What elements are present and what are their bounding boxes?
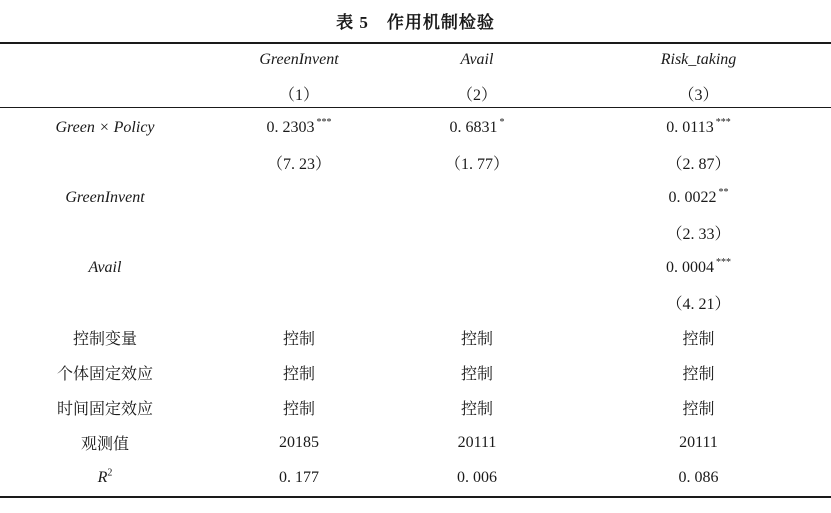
- value-cell: 20111: [679, 433, 718, 451]
- row-firm-fe: [0, 355, 831, 390]
- significance-stars: ***: [715, 117, 731, 129]
- row-observations: [0, 425, 831, 460]
- row-r-squared: [0, 460, 831, 495]
- row-avail-coef: [0, 250, 831, 285]
- significance-stars: ***: [716, 257, 731, 269]
- significance-stars: **: [718, 187, 729, 199]
- table-title: 表 5 作用机制检验: [336, 13, 495, 32]
- header-row-names: [0, 44, 831, 76]
- t-stat-cell: （2. 87）: [666, 156, 731, 173]
- t-stat-cell: （7. 23）: [266, 156, 331, 173]
- value-cell: 20185: [279, 433, 319, 451]
- row-label: 控制变量: [72, 329, 137, 348]
- value-cell: 控制: [460, 399, 493, 418]
- header-row-numbers: [0, 76, 831, 110]
- row-green-policy-coef: [0, 110, 831, 145]
- row-label: 个体固定效应: [56, 364, 153, 383]
- regression-table: [0, 44, 831, 495]
- value-cell: 控制: [282, 399, 315, 418]
- header-col-2: Avail: [460, 50, 494, 68]
- row-label: 时间固定效应: [56, 399, 153, 418]
- header-num-3: （3）: [678, 86, 719, 104]
- row-greeninvent-t: [0, 215, 831, 250]
- header-empty-cell: [0, 44, 210, 76]
- row-time-fe: [0, 390, 831, 425]
- row-label: Green × Policy: [55, 118, 155, 136]
- value-cell: 0. 006: [457, 468, 497, 486]
- significance-stars: *: [499, 117, 505, 129]
- row-label: GreenInvent: [65, 188, 145, 206]
- value-cell: 控制: [282, 329, 315, 348]
- bottom-rule: [0, 496, 831, 498]
- t-stat-cell: （2. 33）: [666, 226, 731, 243]
- header-col-3: Risk_taking: [660, 50, 737, 68]
- header-empty-cell: [0, 76, 210, 110]
- row-label: $R^2$: [97, 467, 113, 486]
- coef-cell: 0. 0022 **: [668, 187, 729, 206]
- value-cell: 控制: [460, 364, 493, 383]
- row-greeninvent-coef: [0, 180, 831, 215]
- value-cell: 控制: [282, 364, 315, 383]
- value-cell: 控制: [682, 329, 715, 348]
- coef-cell: 0. 0113 ***: [666, 117, 731, 136]
- value-cell: 20111: [457, 433, 497, 451]
- coef-cell: 0. 2303 ***: [266, 117, 332, 136]
- row-controls: [0, 320, 831, 355]
- header-num-1: （1）: [278, 86, 319, 104]
- value-cell: 控制: [460, 329, 493, 348]
- row-green-policy-t: [0, 145, 831, 180]
- t-stat-cell: （1. 77）: [444, 156, 509, 173]
- significance-stars: ***: [316, 117, 332, 129]
- header-num-2: （2）: [456, 86, 497, 104]
- coef-cell: 0. 6831 *: [449, 117, 505, 136]
- coef-cell: 0. 0004 ***: [666, 257, 731, 276]
- header-col-1: GreenInvent: [259, 50, 339, 68]
- value-cell: 0. 086: [678, 468, 719, 486]
- value-cell: 控制: [682, 364, 715, 383]
- row-label: 观测值: [80, 434, 129, 453]
- value-cell: 0. 177: [279, 468, 319, 486]
- value-cell: 控制: [682, 399, 715, 418]
- t-stat-cell: （4. 21）: [666, 296, 731, 313]
- row-label: Avail: [88, 258, 122, 276]
- row-avail-t: [0, 285, 831, 320]
